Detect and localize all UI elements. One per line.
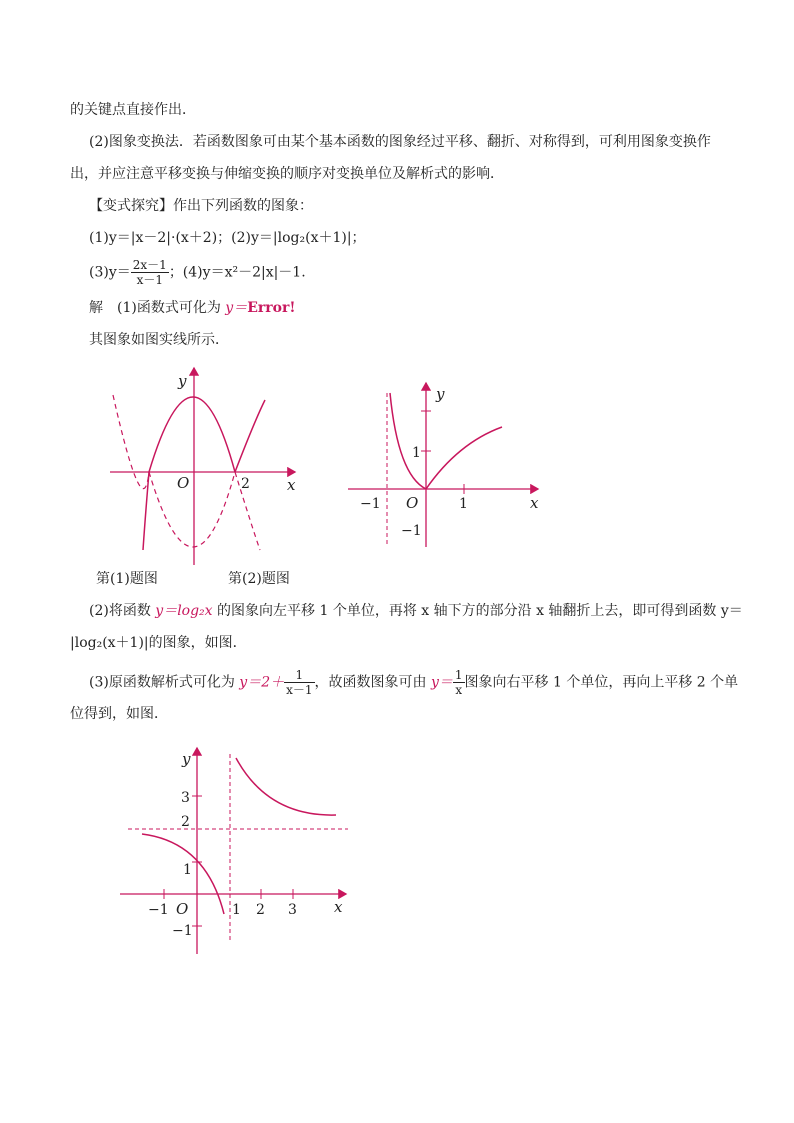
solution-2-line-2: |log₂(x＋1)|的图象，如图． xyxy=(70,635,247,651)
solid-left-branch xyxy=(143,472,149,550)
x-label: x xyxy=(287,476,296,494)
x-label: x xyxy=(334,898,343,916)
fraction xyxy=(453,668,465,697)
x-tick-1: 1 xyxy=(459,496,468,512)
solution-text: 的图象向左平移 1 个单位，再将 x 轴下方的部分沿 x 轴翻折上去，即可得到函数 y＝ xyxy=(212,603,743,619)
text-line-1: 的关键点直接作出． xyxy=(70,102,196,118)
denominator: x xyxy=(455,683,463,697)
exercise-3-4 xyxy=(89,258,306,287)
solid-right-branch xyxy=(235,400,265,472)
formula-lhs: y＝ xyxy=(430,674,453,691)
label: (1) xyxy=(89,230,109,246)
solution-1 xyxy=(89,298,296,318)
text-line-3: 出，并应注意平移变换与伸缩变换的顺序对变换单位及解析式的影响． xyxy=(70,166,504,182)
y-tick-neg1: −1 xyxy=(401,523,422,539)
numerator: 1 xyxy=(284,668,314,683)
x-tick-2: 2 xyxy=(241,476,250,492)
x-label: x xyxy=(530,494,539,512)
x-tick-1: 1 xyxy=(232,902,241,918)
text-line-2: (2)图象变换法．若函数图象可由某个基本函数的图象经过平移、翻折、对称得到，可利用图象变换作 xyxy=(89,134,711,150)
origin-label: O xyxy=(406,494,419,512)
y-tick-2: 2 xyxy=(181,814,190,830)
y-label: y xyxy=(178,372,187,390)
caption-graph-2: 第(2)题图 xyxy=(228,571,290,587)
dashed-bottom-arc xyxy=(149,472,235,547)
caption-graph-1: 第(1)题图 xyxy=(96,571,158,587)
fraction xyxy=(284,668,314,697)
y-tick-3: 3 xyxy=(181,790,190,806)
formula-2: y＝|log₂(x＋1)|； xyxy=(251,230,366,246)
solution-text: (3)原函数解析式可化为 xyxy=(89,674,240,691)
solution-text: 图象向右平移 1 个单位，再向上平移 2 个单 xyxy=(464,674,739,691)
x-tick-3: 3 xyxy=(288,902,297,918)
x-tick-neg1: −1 xyxy=(360,496,381,512)
origin-label: O xyxy=(177,474,190,492)
x-tick-neg1: −1 xyxy=(148,902,169,918)
solution-1-note: 其图象如图实线所示． xyxy=(89,332,229,348)
y-tick-neg1: −1 xyxy=(172,923,193,939)
denominator: x－1 xyxy=(286,683,313,697)
dashed-left-branch xyxy=(113,395,149,489)
left-branch xyxy=(390,393,426,489)
denominator: x－1 xyxy=(136,273,163,287)
y-tick-1: 1 xyxy=(183,862,192,878)
formula-4: y＝x²－2|x|－1. xyxy=(202,264,306,281)
origin-label: O xyxy=(176,900,189,918)
label: ；(4) xyxy=(168,264,203,281)
y-label: y xyxy=(182,750,191,768)
upper-branch xyxy=(236,758,336,815)
solution-3-line-1 xyxy=(89,668,738,697)
numerator: 1 xyxy=(454,668,463,682)
formula-lhs: y＝2＋ xyxy=(239,674,285,691)
fraction xyxy=(131,258,169,287)
formula: y＝ xyxy=(225,300,248,316)
y-label: y xyxy=(436,385,445,403)
right-branch xyxy=(426,427,502,489)
solid-top-arc xyxy=(149,397,235,472)
exercise-heading: 【变式探究】作出下列函数的图象： xyxy=(89,198,313,214)
label: (3) xyxy=(89,264,109,281)
y-tick-1: 1 xyxy=(412,445,421,461)
error-text: Error! xyxy=(247,300,296,316)
solution-3-line-2: 位得到，如图． xyxy=(70,706,168,722)
graph-1 xyxy=(105,360,305,572)
graph-2 xyxy=(340,375,550,555)
formula-3-lhs: y＝ xyxy=(108,264,131,281)
exercise-1-2 xyxy=(89,228,366,248)
x-tick-2: 2 xyxy=(256,902,265,918)
solution-text: ，故函数图象可由 xyxy=(314,674,431,691)
solution-text: 解 (1)函数式可化为 xyxy=(89,300,226,316)
numerator: 2x－1 xyxy=(132,258,167,272)
solution-text: (2)将函数 xyxy=(89,603,156,619)
formula-1: y＝|x－2|·(x＋2)；(2) xyxy=(108,230,251,246)
graph-3 xyxy=(118,742,358,960)
formula: y＝log₂x xyxy=(155,603,213,619)
solution-2-line-1 xyxy=(89,601,743,621)
